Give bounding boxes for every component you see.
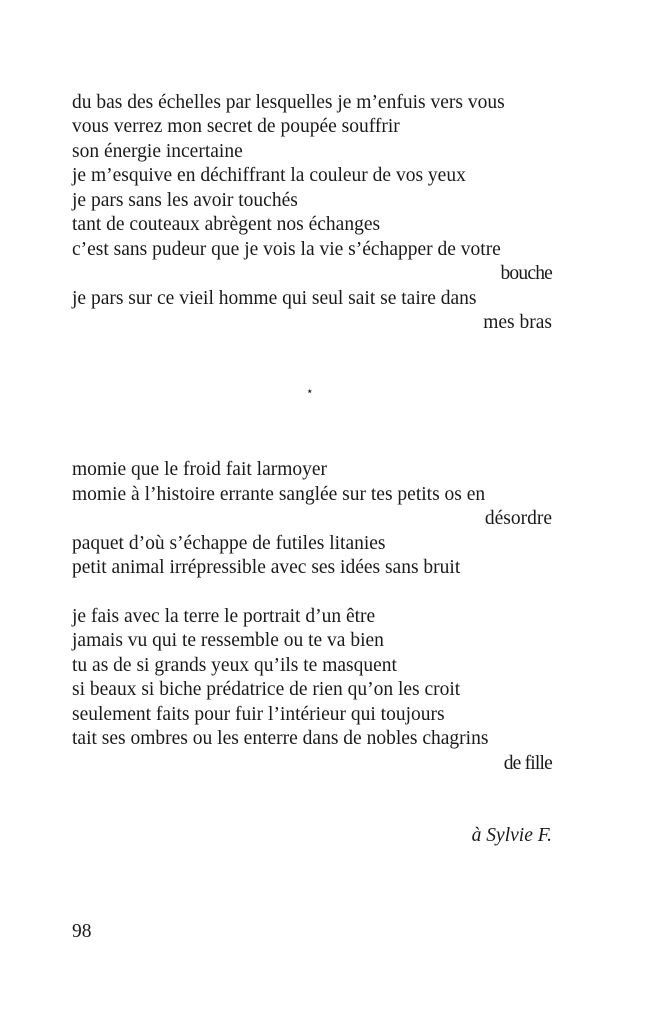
poem-line: momie que le froid fait larmoyer bbox=[72, 459, 328, 480]
section-separator-star: ⋆ bbox=[306, 384, 314, 398]
poem-line-continuation: bouche bbox=[500, 263, 552, 284]
poem-line: seulement faits pour fuir l’intérieur qui toujours bbox=[72, 704, 445, 725]
poem-line: je fais avec la terre le portrait d’un être bbox=[72, 606, 376, 627]
poem-line-continuation: désordre bbox=[484, 508, 552, 529]
poem-line: si beaux si biche prédatrice de rien qu’on les croit bbox=[72, 679, 461, 700]
poem-line: tant de couteaux abrègent nos échanges bbox=[72, 214, 381, 235]
poem-line: vous verrez mon secret de poupée souffrir bbox=[72, 116, 400, 137]
poem-line: je pars sans les avoir touchés bbox=[72, 190, 298, 211]
poem-line-continuation: de fille bbox=[503, 753, 552, 774]
poem-line: paquet d’où s’échappe de futiles litanies bbox=[72, 533, 386, 554]
poem-line: son énergie incertaine bbox=[72, 141, 243, 162]
poem-line: je m’esquive en déchiffrant la couleur de vos yeux bbox=[72, 165, 466, 186]
poem-line-continuation: mes bras bbox=[483, 312, 552, 333]
poem-line: je pars sur ce vieil homme qui seul sait se taire dans bbox=[72, 288, 477, 309]
poem-line: du bas des échelles par lesquelles je m’enfuis vers vous bbox=[72, 92, 505, 113]
poem-line: c’est sans pudeur que je vois la vie s’échapper de votre bbox=[72, 239, 501, 260]
poem-line: petit animal irrépressible avec ses idées sans bruit bbox=[72, 557, 461, 578]
dedication: à Sylvie F. bbox=[471, 825, 552, 846]
poem-line: momie à l’histoire errante sanglée sur tes petits os en bbox=[72, 484, 486, 505]
poem-line: tu as de si grands yeux qu’ils te masquent bbox=[72, 655, 397, 676]
poem-line: tait ses ombres ou les enterre dans de nobles chagrins bbox=[72, 728, 489, 749]
page-number: 98 bbox=[72, 921, 92, 942]
poem-line: jamais vu qui te ressemble ou te va bien bbox=[72, 630, 384, 651]
